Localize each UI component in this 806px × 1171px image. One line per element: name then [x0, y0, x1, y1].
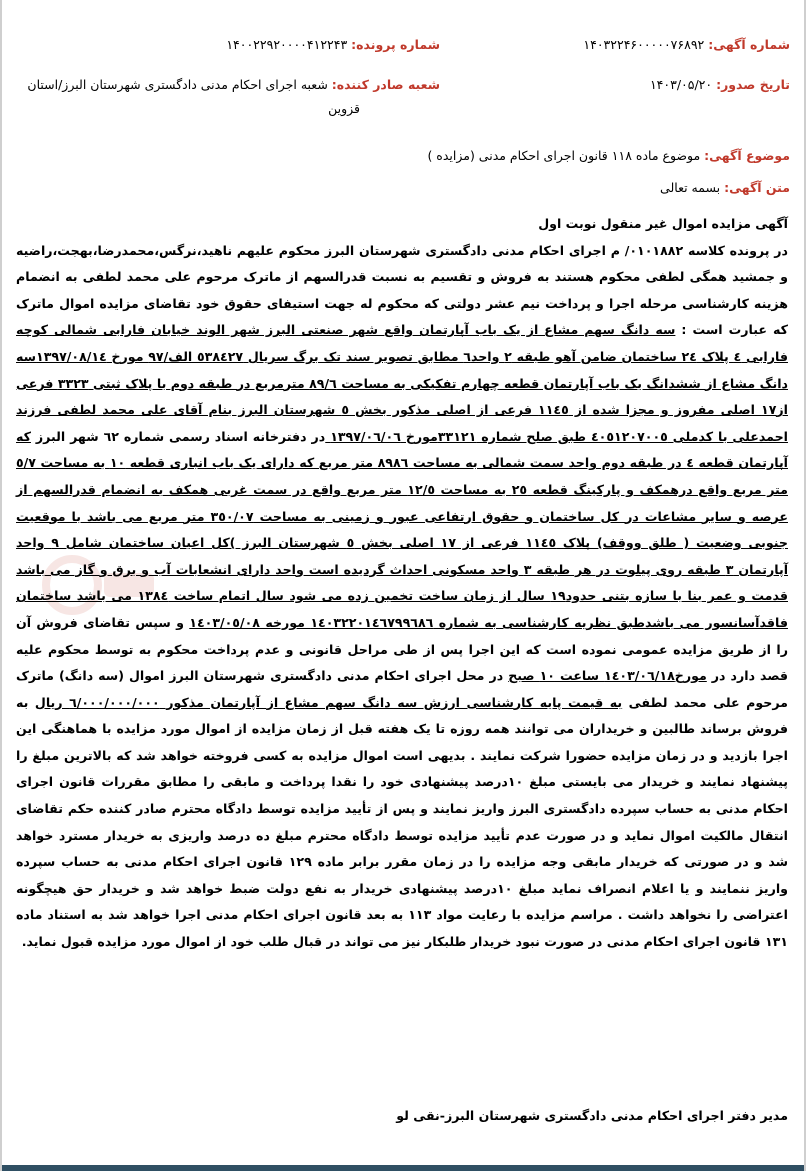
text-intro: بسمه تعالی: [660, 180, 721, 195]
subject-value: موضوع ماده ۱۱۸ قانون اجرای احکام مدنی (مزایده ): [427, 148, 701, 163]
issuer-field: [20, 74, 440, 120]
ad-number-label: شماره آگهی:: [708, 37, 790, 52]
text-label: متن آگهی:: [724, 180, 790, 195]
subject-label: موضوع آگهی:: [704, 148, 790, 163]
case-number-field: [226, 34, 440, 56]
paragraph-text-2: در دفترخانه اسناد رسمی شماره ٦٢ شهر البرز: [30, 428, 326, 444]
issue-date-label: تاریخ صدور:: [716, 77, 790, 92]
paragraph-text-4: در محل اجرای احکام مدنی دادگستری شهرستان البرز اموال (سه دانگ) ماترک مرحوم علی محمد لطفی: [16, 668, 788, 710]
paragraph-text-5: به فروش برساند طالبین و خریداران می توانند همه روزه تا یک هفته قبل از زمان مزایده از اموال مورد مزایده با هماهنگی این اجرا بازدید و در زمان مزایده حضورا شرکت نمایند . بدیهی است اموال مزایده به کسی فروخته خواهد شد که بالاترین مبلغ را پیشنهاد نمایند و خریدار می بایستی مبلغ ١٠درصد پیشنهادی خود را نقدا پرداخت و مابقی را مطابق مقررات قانون اجرای احکام مدنی به حساب سپرده دادگستری البرز واریز نمایند و پس از تأیید مزایده توسط دادگاه محترم صادر کننده حکم تقاضای انتقال مالکیت اموال نماید و در صورت عدم تأیید مزایده توسط دادگاه محترم مبلغ ده درصد واریزی به خریدار مسترد خواهد شد و در صورتی که خریدار مابقی وجه مزایده را در زمان مقرر برابر ماده ١٢٩ قانون اجرای احکام مدنی به حساب سپرده واریز ننمایند و یا اعلام انصراف نماید مبلغ ١٠درصد پیشنهادی خریدار به نفع دولت ضبط خواهد شد و خریدار حق هیچگونه اعتراضی را نخواهد داشت . مراسم مزایده با رعایت مواد ١١٣ به بعد قانون اجرای احکام مدنی اجرا خواهد شد به استناد ماده ١٣١ قانون اجرای احکام مدنی در صورت نبود خریدار طلبکار نیز می تواند در قبال طلب خود از اموال مورد مزایده قبول نماید.: [16, 694, 788, 950]
property-details: که آپارتمان قطعه ٤ در طبقه دوم واحد سمت شمالی به مساحت ٨٩٨٦ متر مربع که دارای یک باب انباری قطعه ١٠ به مساحت ٥/٧ متر مربع واقع درهمکف و پارکینگ قطعه ٢٥ به مساحت ١٢/٥ متر مربع واقع در سمت غربی همکف به انضمام قدرالسهم از عرصه و سایر مشاعات در کل ساختمان و حقوق ارتفاعی عبور و زمینی به مساحت ٣٥٠/٠٧ متر مربع می باشد با موقعیت جنوبی وضعیت ( طلق ووقف) پلاک ١١٤٥ فرعی از ١٧ اصلی بخش ٥ شهرستان البرز )کل اعیان ساختمان شامل ٩ واحد آپارتمان ٣ طبقه روی پیلوت در هر طبقه ٣ واحد مسکونی احداث گردیده است واحد دارای انشعابات آب و برق و گاز می باشد قدمت و عمر بنا با سازه بتنی حدود١٩ سال از زمان ساخت تخمین زده می شود سال اتمام ساخت ١٣٨٤ می باشد ساختمان فاقدآسانسور می باشدطبق نظریه کارشناسی به شماره ١٤٠٣٢٢٠١٤٦٧٩٩٦٨٦ مورخه ١٤٠٣/٠٥/٠٨: [16, 428, 789, 630]
ad-body: [16, 211, 788, 956]
ad-number-field: [583, 34, 790, 56]
base-price: به قیمت پایه کارشناسی ارزش سه دانگ سهم مشاع از آپارتمان مذکور ٦/٠٠٠/٠٠٠/٠٠٠ ریال: [34, 694, 623, 710]
issuer-label: شعبه صادر کننده:: [331, 77, 440, 92]
issuer-line-2: قزوین: [328, 101, 360, 116]
property-description: سه دانگ سهم مشاع از یک باب آپارتمان واقع شهر صنعتی البرز شهر الوند خیابان فارابی شمالی کوچه فارابی ٤ پلاک ٢٤ ساختمان ضامن آهو طبقه ٢ واحد٦ مطابق تصویر سند تک برگ سریال ٥٣٨٤٢٧ الف/٩٧ مورخ ١٣٩٧/٠٨/١٤سه دانگ مشاع از ششدانگ یک باب آپارتمان قطعه چهارم تفکیکی به مساحت ٨٩/٦ مترمربع در طبقه دوم با پلاک ثبتی ٣٣٢٣ فرعی از١٧ اصلی مفروز و مجزا شده از ١١٤٥ فرعی از اصلی مذکور بخش ٥ شهرستان البرز بنام آقای علی محمد لطفی فرزند احمدعلی با کدملی ٤٠٥١٢٠٧٠٠٥ طبق صلح شماره ٣٣١٢١مورخ ١٣٩٧/٠٦/٠٦: [16, 322, 788, 444]
issuer-line-1: شعبه اجرای احکام مدنی دادگستری شهرستان البرز/استان: [27, 77, 328, 92]
paragraph-text-1: در پرونده کلاسه ۰۱۰۱۸۸۲/ م اجرای احکام مدنی دادگستری شهرستان البرز محکوم علیهم ناهید،نرگس،محمدرضا،بهجت،راضیه و جمشید همگی لطفی محکوم هستند به فروش و تقسیم به نسبت قدرالسهم از ماترک مرحوم علی محمد لطفی به انضمام هزینه کارشناسی مرحله اجرا و پرداخت نیم عشر دولتی که محکوم له جهت استیفای حقوق خود تقاضای مزایده اموال ماترک که عبارت است :: [16, 242, 788, 338]
text-field: [660, 177, 790, 199]
case-number-value: ۱۴۰۰۲۲۹۲۰۰۰۰۴۱۲۲۴۳: [226, 37, 348, 52]
signature-line: مدیر دفتر اجرای احکام مدنی دادگستری شهرستان البرز-نقی لو: [396, 1108, 788, 1123]
issue-date-field: [650, 74, 790, 96]
subject-field: [427, 145, 790, 167]
ad-main-paragraph: [16, 238, 788, 956]
auction-datetime: مورخ١٤٠٣/٠٦/١٨ ساعت ١٠ صبح: [508, 668, 707, 684]
ad-title: آگهی مزایده اموال غیر منقول نوبت اول: [538, 216, 788, 231]
paragraph-text-3: و سپس تقاضای فروش آن را از طریق مزایده عمومی نموده است که این اجرا پس از طی مراحل قانونی و عدم پرداخت محکوم به توسط محکوم علیه قصد دارد در: [16, 614, 788, 684]
issue-date-value: ۱۴۰۳/۰۵/۲۰: [649, 77, 713, 92]
ad-number-value: ۱۴۰۳۲۲۴۶۰۰۰۰۰۷۶۸۹۲: [583, 37, 705, 52]
case-number-label: شماره پرونده:: [351, 37, 440, 52]
bottom-bar: [2, 1165, 804, 1171]
